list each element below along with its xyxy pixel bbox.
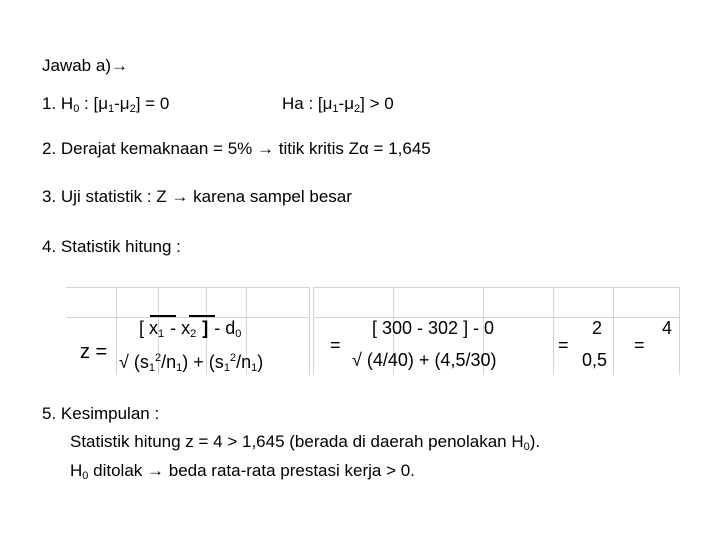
h0-mu1-sub: 1 bbox=[108, 103, 115, 115]
step2-post: titik kritis Zα = 1,645 bbox=[274, 139, 431, 158]
significance-level bbox=[42, 139, 431, 159]
den-a-n: 1 bbox=[176, 362, 183, 374]
h0-sub: 0 bbox=[73, 103, 80, 115]
den-a-sub: 1 bbox=[148, 362, 156, 374]
den-a-tail: /n bbox=[161, 352, 177, 372]
x2-bar bbox=[189, 315, 215, 317]
computed-statistic-heading bbox=[42, 237, 181, 257]
heading-text: Jawab a) bbox=[42, 56, 111, 75]
conclusion-line2-h: H bbox=[70, 461, 83, 480]
arrow-icon: → bbox=[110, 56, 128, 75]
alt-hypothesis bbox=[282, 94, 394, 114]
step3-pre: 3. Uji statistik : Z bbox=[42, 187, 167, 206]
den-a-sup: 2 bbox=[155, 352, 162, 364]
num-minus: - x bbox=[170, 318, 191, 338]
num-d-sub: 0 bbox=[235, 328, 242, 340]
step2-pre: 2. Derajat kemaknaan = 5% bbox=[42, 139, 253, 158]
sqrt-symbol-2: √ bbox=[352, 350, 362, 370]
step3-post: karena sampel besar bbox=[188, 187, 352, 206]
den-b-sub: 1 bbox=[223, 362, 230, 374]
equals-1: = bbox=[330, 335, 341, 355]
z-equals: z = bbox=[80, 341, 108, 363]
h0-mid: : [μ bbox=[79, 94, 108, 113]
test-statistic bbox=[42, 187, 352, 207]
num-open: [ x bbox=[139, 318, 159, 338]
ha-tail: ] > 0 bbox=[360, 94, 394, 113]
conclusion-line2-mid: ditolak bbox=[88, 461, 143, 480]
denominator-result: 0,5 bbox=[582, 350, 608, 370]
x1-bar bbox=[150, 315, 176, 317]
ha-mu1-sub: 1 bbox=[332, 103, 339, 115]
conclusion-line2-sub: 0 bbox=[82, 470, 89, 482]
arrow-icon: → bbox=[171, 187, 189, 206]
conclusion-line1-tail: ). bbox=[529, 432, 541, 451]
ha-mu2-sub: 2 bbox=[354, 103, 361, 115]
arrow-icon: → bbox=[257, 139, 274, 158]
conclusion-line2-post: beda rata-rata prestasi kerja > 0. bbox=[164, 461, 415, 480]
numerator-result: 2 bbox=[592, 318, 603, 338]
h0-label: 1. H bbox=[42, 94, 74, 113]
den-a: (s bbox=[133, 352, 149, 372]
numerator-values: [ 300 - 302 ] - 0 bbox=[372, 318, 495, 338]
num-x2-sub: 2 bbox=[190, 328, 197, 340]
equals-3: = bbox=[634, 335, 645, 355]
den-b-n: 1 bbox=[251, 362, 258, 374]
ha-label: Ha : [μ bbox=[282, 94, 333, 113]
num-x1-sub: 1 bbox=[158, 328, 165, 340]
conclusion-line-1 bbox=[70, 432, 540, 452]
den-b-sup: 2 bbox=[229, 352, 237, 364]
den-b-tail: /n bbox=[236, 352, 252, 372]
step5-title: 5. Kesimpulan : bbox=[42, 404, 160, 423]
ha-dash: -μ bbox=[338, 94, 355, 113]
equals-2: = bbox=[558, 335, 569, 355]
h0-mu2-sub: 2 bbox=[129, 103, 136, 115]
num-close: ] bbox=[202, 318, 209, 338]
conclusion-line-2 bbox=[70, 461, 415, 481]
conclusion-line1-text: Statistik hitung z = 4 > 1,645 (berada di daerah penolakan H bbox=[70, 432, 524, 451]
arrow-icon: → bbox=[147, 461, 165, 480]
den-close: ) bbox=[257, 352, 264, 372]
formula-denominator bbox=[119, 352, 263, 372]
conclusion-heading bbox=[42, 404, 159, 424]
step4-text: 4. Statistik hitung : bbox=[42, 237, 181, 256]
num-d: - d bbox=[214, 318, 236, 338]
h0-dash: -μ bbox=[114, 94, 130, 113]
null-hypothesis bbox=[42, 94, 169, 114]
den2-text: (4/40) + (4,5/30) bbox=[366, 350, 497, 370]
formula-numerator bbox=[139, 318, 241, 338]
answer-heading bbox=[42, 56, 128, 76]
den-plus: ) + (s bbox=[182, 352, 224, 372]
sqrt-symbol: √ bbox=[119, 352, 129, 372]
conclusion-line1-sub: 0 bbox=[523, 441, 530, 453]
h0-tail: ] = 0 bbox=[135, 94, 170, 113]
final-result: 4 bbox=[662, 318, 673, 338]
denominator-values bbox=[352, 350, 496, 370]
